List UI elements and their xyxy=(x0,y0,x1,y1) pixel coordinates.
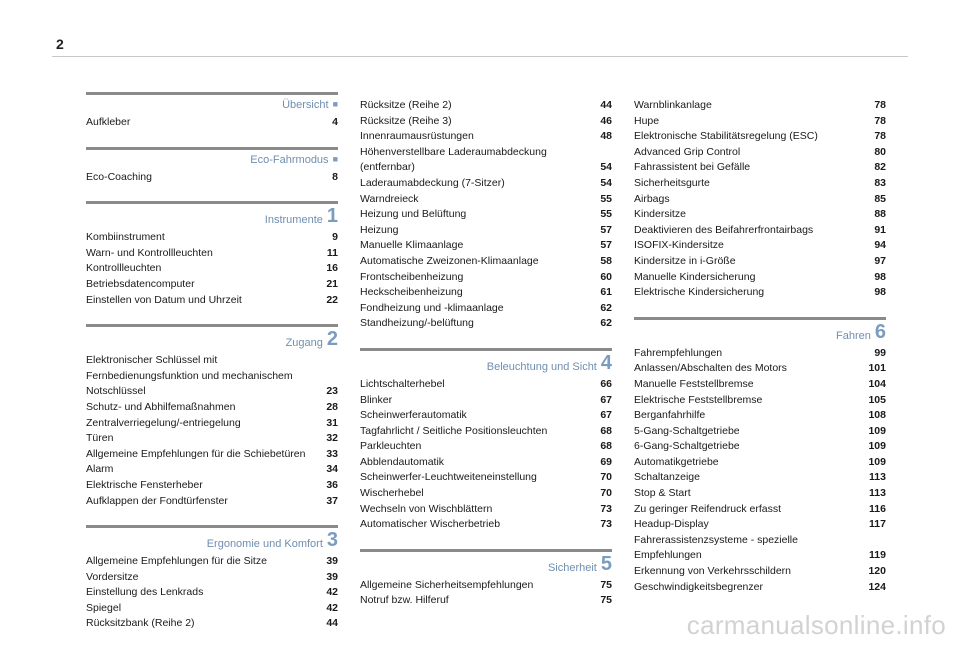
toc-entry[interactable] xyxy=(360,301,612,317)
section-number: 3 xyxy=(326,529,338,552)
toc-entry[interactable] xyxy=(634,486,886,502)
toc-entry-page: 101 xyxy=(868,362,886,375)
toc-entry-list xyxy=(360,578,612,609)
toc-entry[interactable] xyxy=(360,470,612,486)
toc-entry[interactable] xyxy=(86,554,338,570)
toc-entry-page: 62 xyxy=(600,317,612,330)
toc-entry[interactable] xyxy=(86,601,338,617)
toc-entry[interactable] xyxy=(634,160,886,176)
toc-entry-label: Heizung xyxy=(360,223,399,236)
toc-entry-page: 48 xyxy=(600,130,612,143)
toc-entry-page: 57 xyxy=(600,223,612,236)
watermark: carmanualsonline.info xyxy=(686,610,946,640)
toc-entry-label: Heizung und Belüftung xyxy=(360,208,467,221)
toc-entry-page: 55 xyxy=(600,192,612,205)
toc-entry-page: 69 xyxy=(600,455,612,468)
toc-entry-label: Automatische Zweizonen-Klimaanlage xyxy=(360,254,539,267)
section-header xyxy=(86,147,338,166)
toc-entry-page: 33 xyxy=(326,447,338,460)
toc-entry[interactable] xyxy=(634,470,886,486)
toc-entry-label: ISOFIX-Kindersitze xyxy=(634,239,724,252)
toc-entry-label: Allgemeine Empfehlungen für die Sitze xyxy=(86,555,267,568)
toc-entry[interactable] xyxy=(86,585,338,601)
toc-entry[interactable] xyxy=(634,533,886,564)
toc-entry-page: 104 xyxy=(868,377,886,390)
toc-entry-page: 70 xyxy=(600,487,612,500)
toc-entry-label: Aufkleber xyxy=(86,116,131,128)
toc-entry[interactable] xyxy=(86,293,338,309)
section-square-icon: ■ xyxy=(332,153,338,164)
toc-entry[interactable] xyxy=(360,593,612,609)
toc-entry-page: 55 xyxy=(600,208,612,221)
toc-entry-page: 75 xyxy=(600,578,612,591)
toc-entry[interactable] xyxy=(86,616,338,632)
toc-entry-page: 61 xyxy=(600,286,612,299)
toc-entry-page: 80 xyxy=(874,145,886,158)
toc-entry-label: Zentralverriegelung/-entriegelung xyxy=(86,416,241,429)
toc-section xyxy=(86,201,338,308)
toc-entry[interactable] xyxy=(360,207,612,223)
toc-entry-page: 70 xyxy=(600,471,612,484)
toc-entry-page: 66 xyxy=(600,377,612,390)
toc-entry-label: Alarm xyxy=(86,463,114,476)
toc-entry-label: Fahrerassistenzsysteme - spezielle Empfehlungen xyxy=(634,533,798,562)
toc-entry-label: Warnblinkanlage xyxy=(634,99,712,111)
toc-entry[interactable] xyxy=(360,517,612,533)
toc-entry[interactable] xyxy=(86,353,338,400)
toc-entry-page: 62 xyxy=(600,301,612,314)
toc-entry-page: 39 xyxy=(326,570,338,583)
toc-entry-list xyxy=(86,353,338,509)
toc-entry-page: 42 xyxy=(326,601,338,614)
toc-entry-page: 9 xyxy=(332,231,338,244)
toc-entry-label: Türen xyxy=(86,432,114,445)
section-title: Zugang xyxy=(285,337,323,350)
toc-entry-label: Laderaumabdeckung (7-Sitzer) xyxy=(360,176,505,189)
toc-entry-page: 109 xyxy=(868,455,886,468)
toc-entry-page: 39 xyxy=(326,555,338,568)
section-header xyxy=(86,324,338,349)
section-title: Fahren xyxy=(836,329,871,342)
toc-entry[interactable] xyxy=(360,486,612,502)
toc-entry-page: 105 xyxy=(868,393,886,406)
toc-entry[interactable] xyxy=(86,447,338,463)
toc-entry[interactable] xyxy=(360,408,612,424)
toc-section xyxy=(86,92,338,131)
toc-entry[interactable] xyxy=(360,145,612,176)
toc-entry-page: 82 xyxy=(874,161,886,174)
toc-entry-page: 67 xyxy=(600,393,612,406)
toc-entry-label: Automatikgetriebe xyxy=(634,455,719,468)
toc-entry-page: 120 xyxy=(868,565,886,578)
section-title: Ergonomie und Komfort xyxy=(206,538,323,551)
toc-entry-page: 31 xyxy=(326,416,338,429)
toc-entry-label: Schaltanzeige xyxy=(634,471,700,484)
toc-entry[interactable] xyxy=(634,238,886,254)
toc-entry-label: 6-Gang-Schaltgetriebe xyxy=(634,440,740,453)
toc-entry-label: Kindersitze in i-Größe xyxy=(634,254,736,267)
toc-entry-label: Eco-Coaching xyxy=(86,170,152,183)
toc-entry-page: 88 xyxy=(874,208,886,221)
toc-entry-page: 98 xyxy=(874,286,886,299)
toc-entry-label: Einstellung des Lenkrads xyxy=(86,586,204,599)
toc-entry-page: 37 xyxy=(326,494,338,507)
toc-entry[interactable] xyxy=(86,230,338,246)
toc-section xyxy=(360,98,612,332)
toc-section xyxy=(360,348,612,533)
toc-entry-page: 83 xyxy=(874,176,886,189)
toc-entry-label: Allgemeine Empfehlungen für die Schiebetüren xyxy=(86,447,306,460)
toc-entry[interactable] xyxy=(360,316,612,332)
toc-entry-label: Notruf bzw. Hilferuf xyxy=(360,594,449,607)
toc-entry-page: 73 xyxy=(600,502,612,515)
toc-entry[interactable] xyxy=(86,400,338,416)
toc-entry-page: 113 xyxy=(869,471,886,484)
section-header xyxy=(360,348,612,373)
toc-entry-page: 44 xyxy=(326,617,338,630)
toc-entry-page: 78 xyxy=(874,99,886,111)
toc-entry-label: Vordersitze xyxy=(86,570,139,583)
toc-entry-label: Lichtschalterhebel xyxy=(360,377,445,390)
toc-entry[interactable] xyxy=(86,261,338,277)
toc-entry-label: Innenraumausrüstungen xyxy=(360,130,474,143)
toc-entry[interactable] xyxy=(360,114,612,130)
toc-entry-label: Elektrische Kindersicherung xyxy=(634,286,765,299)
toc-entry[interactable] xyxy=(86,277,338,293)
toc-entry[interactable] xyxy=(360,129,612,145)
toc-entry-label: Rücksitze (Reihe 3) xyxy=(360,114,452,127)
toc-entry-list xyxy=(86,230,338,308)
toc-entry-page: 99 xyxy=(874,346,886,359)
section-title: Sicherheit xyxy=(547,561,597,574)
toc-entry-list xyxy=(634,346,886,596)
toc-entry-label: Elektrische Feststellbremse xyxy=(634,393,763,406)
section-header xyxy=(360,549,612,574)
toc-entry-label: Fahrempfehlungen xyxy=(634,346,723,359)
toc-entry-page: 78 xyxy=(874,130,886,143)
toc-entry[interactable] xyxy=(360,192,612,208)
section-number: 6 xyxy=(874,320,886,343)
toc-entry-label: Warndreieck xyxy=(360,192,419,205)
toc-entry-page: 68 xyxy=(600,424,612,437)
toc-entry-page: 58 xyxy=(600,254,612,267)
toc-entry-label: Betriebsdatencomputer xyxy=(86,277,195,290)
section-square-icon: ■ xyxy=(332,99,338,109)
section-number: 1 xyxy=(326,205,338,228)
toc-entry[interactable] xyxy=(360,393,612,409)
toc-entry[interactable] xyxy=(360,238,612,254)
toc-section xyxy=(86,525,338,632)
toc-entry-page: 108 xyxy=(868,409,886,422)
toc-entry-label: Hupe xyxy=(634,114,660,127)
section-title: Beleuchtung und Sicht xyxy=(486,360,597,373)
toc-entry[interactable] xyxy=(634,285,886,301)
toc-entry-page: 4 xyxy=(332,116,338,128)
toc-entry-page: 109 xyxy=(868,424,886,437)
toc-entry[interactable] xyxy=(634,424,886,440)
toc-section xyxy=(86,324,338,509)
section-header xyxy=(86,525,338,550)
toc-entry-label: Manuelle Kindersicherung xyxy=(634,270,756,283)
toc-entry-list xyxy=(360,377,612,533)
toc-entry[interactable] xyxy=(634,455,886,471)
toc-entry[interactable] xyxy=(634,145,886,161)
toc-entry-page: 22 xyxy=(326,293,338,306)
toc-entry-label: Frontscheibenheizung xyxy=(360,270,464,283)
toc-entry[interactable] xyxy=(86,494,338,510)
toc-entry[interactable] xyxy=(360,424,612,440)
toc-entry[interactable] xyxy=(634,98,886,114)
toc-entry-page: 34 xyxy=(326,463,338,476)
toc-entry[interactable] xyxy=(634,377,886,393)
toc-entry[interactable] xyxy=(634,517,886,533)
toc-entry-label: Spiegel xyxy=(86,601,122,614)
toc-entry-label: Manuelle Klimaanlage xyxy=(360,239,464,252)
page-number: 2 xyxy=(56,36,64,52)
toc-entry-label: Wechseln von Wischblättern xyxy=(360,502,493,515)
section-header xyxy=(86,201,338,226)
toc-entry-page: 54 xyxy=(600,176,612,189)
toc-entry-label: Schutz- und Abhilfemaßnahmen xyxy=(86,400,236,413)
toc-entry[interactable] xyxy=(86,462,338,478)
toc-entry-page: 119 xyxy=(869,549,886,562)
toc-entry[interactable] xyxy=(634,270,886,286)
toc-entry-label: Advanced Grip Control xyxy=(634,145,741,158)
toc-entry-page: 117 xyxy=(869,518,886,531)
toc-entry[interactable] xyxy=(360,223,612,239)
toc-entry-page: 91 xyxy=(874,223,886,236)
toc-entry[interactable] xyxy=(86,246,338,262)
toc-entry-label: Abblendautomatik xyxy=(360,455,445,468)
toc-entry-label: Aufklappen der Fondtürfenster xyxy=(86,494,228,507)
toc-entry-page: 46 xyxy=(600,114,612,127)
toc-entry-label: Blinker xyxy=(360,393,393,406)
toc-entry-label: Headup-Display xyxy=(634,518,709,531)
toc-entry-page: 116 xyxy=(869,502,886,515)
toc-entry-page: 60 xyxy=(600,270,612,283)
toc-entry[interactable] xyxy=(360,377,612,393)
toc-entry[interactable] xyxy=(360,439,612,455)
toc-entry-page: 78 xyxy=(874,114,886,127)
toc-entry[interactable] xyxy=(86,478,338,494)
toc-entry-list xyxy=(634,98,886,301)
toc-entry[interactable] xyxy=(86,431,338,447)
toc-column-2 xyxy=(360,92,612,625)
toc-entry-page: 94 xyxy=(874,239,886,252)
toc-entry-page: 16 xyxy=(326,262,338,275)
toc-entry-page: 23 xyxy=(326,385,338,398)
section-header xyxy=(634,317,886,342)
toc-entry[interactable] xyxy=(634,254,886,270)
toc-entry[interactable] xyxy=(360,455,612,471)
toc-entry-page: 85 xyxy=(874,192,886,205)
toc-entry-page: 21 xyxy=(326,277,338,290)
toc-entry-label: Berganfahrhilfe xyxy=(634,409,706,422)
toc-column-3 xyxy=(634,92,886,611)
toc-entry-label: Scheinwerfer-Leuchtweiteneinstellung xyxy=(360,471,537,484)
toc-entry[interactable] xyxy=(360,176,612,192)
toc-entry-label: Zu geringer Reifendruck erfasst xyxy=(634,502,782,515)
section-title: Instrumente xyxy=(264,214,323,227)
top-rule xyxy=(52,56,908,57)
toc-entry-label: Kombiinstrument xyxy=(86,231,165,244)
toc-entry[interactable] xyxy=(360,254,612,270)
toc-entry-label: Geschwindigkeitsbegrenzer xyxy=(634,580,763,593)
toc-entry-label: Rücksitze (Reihe 2) xyxy=(360,99,452,111)
toc-entry-label: Fondheizung und -klimaanlage xyxy=(360,301,504,314)
toc-entry-page: 68 xyxy=(600,440,612,453)
toc-entry[interactable] xyxy=(86,416,338,432)
toc-entry-page: 42 xyxy=(326,586,338,599)
toc-entry-label: Elektronische Stabilitätsregelung (ESC) xyxy=(634,130,818,143)
toc-entry[interactable] xyxy=(634,439,886,455)
toc-section xyxy=(86,147,338,186)
toc-entry[interactable] xyxy=(360,270,612,286)
toc-entry-label: Kontrollleuchten xyxy=(86,262,162,275)
toc-entry[interactable] xyxy=(634,129,886,145)
toc-entry-page: 54 xyxy=(600,161,612,174)
toc-entry-label: Warn- und Kontrollleuchten xyxy=(86,246,213,259)
toc-entry-page: 113 xyxy=(869,487,886,500)
toc-entry-label: Deaktivieren des Beifahrerfrontairbags xyxy=(634,223,814,236)
toc-entry-label: Scheinwerferautomatik xyxy=(360,409,467,422)
toc-entry-page: 36 xyxy=(326,478,338,491)
toc-entry[interactable] xyxy=(360,285,612,301)
toc-entry[interactable] xyxy=(86,115,338,131)
toc-entry-list xyxy=(86,554,338,632)
toc-entry[interactable] xyxy=(634,176,886,192)
toc-entry[interactable] xyxy=(360,98,612,114)
toc-entry-page: 32 xyxy=(326,432,338,445)
toc-entry-label: Höhenverstellbare Laderaumabdeckung (entfernbar) xyxy=(360,145,547,174)
toc-entry-page: 98 xyxy=(874,270,886,283)
toc-entry-label: Parkleuchten xyxy=(360,440,422,453)
toc-entry[interactable] xyxy=(634,393,886,409)
toc-entry-page: 73 xyxy=(600,518,612,531)
section-number: 2 xyxy=(326,328,338,351)
toc-entry[interactable] xyxy=(360,502,612,518)
toc-entry-page: 57 xyxy=(600,239,612,252)
toc-entry-label: Kindersitze xyxy=(634,208,686,221)
toc-entry-label: Fahrassistent bei Gefälle xyxy=(634,161,751,174)
toc-entry[interactable] xyxy=(634,502,886,518)
toc-entry-label: Rücksitzbank (Reihe 2) xyxy=(86,617,195,630)
toc-entry[interactable] xyxy=(634,223,886,239)
section-header xyxy=(86,92,338,111)
toc-entry-label: Manuelle Feststellbremse xyxy=(634,377,754,390)
toc-entry-label: Anlassen/Abschalten des Motors xyxy=(634,362,787,375)
toc-entry-label: Automatischer Wischerbetrieb xyxy=(360,518,501,531)
toc-entry-page: 11 xyxy=(326,246,338,259)
toc-entry[interactable] xyxy=(634,207,886,223)
toc-entry[interactable] xyxy=(634,361,886,377)
toc-entry[interactable] xyxy=(86,170,338,186)
toc-entry-label: Heckscheibenheizung xyxy=(360,286,463,299)
toc-entry-label: Einstellen von Datum und Uhrzeit xyxy=(86,293,242,306)
toc-section xyxy=(634,317,886,596)
section-title: Eco-Fahrmodus xyxy=(250,153,329,166)
toc-entry-label: Tagfahrlicht / Seitliche Positionsleuchten xyxy=(360,424,548,437)
toc-entry-label: Stop & Start xyxy=(634,487,691,500)
toc-entry-label: Standheizung/-belüftung xyxy=(360,317,474,330)
toc-entry-label: Sicherheitsgurte xyxy=(634,176,710,189)
toc-section xyxy=(634,98,886,301)
toc-entry-label: 5-Gang-Schaltgetriebe xyxy=(634,424,740,437)
toc-entry-label: Wischerhebel xyxy=(360,487,424,500)
toc-entry[interactable] xyxy=(634,192,886,208)
section-number: 5 xyxy=(600,552,612,575)
toc-entry[interactable] xyxy=(634,114,886,130)
toc-entry-list xyxy=(86,115,338,131)
toc-entry-page: 75 xyxy=(600,594,612,607)
toc-entry[interactable] xyxy=(634,580,886,596)
toc-entry-page: 109 xyxy=(868,440,886,453)
toc-section xyxy=(360,549,612,609)
toc-entry-page: 67 xyxy=(600,409,612,422)
toc-entry[interactable] xyxy=(634,564,886,580)
toc-entry-label: Elektronischer Schlüssel mit Fernbedienungsfunktion und mechanischem Notschlüssel xyxy=(86,354,293,398)
toc-entry-page: 8 xyxy=(332,170,338,183)
toc-entry-label: Airbags xyxy=(634,192,670,205)
toc-entry-list xyxy=(360,98,612,332)
toc-entry-label: Allgemeine Sicherheitsempfehlungen xyxy=(360,578,534,591)
toc-entry[interactable] xyxy=(634,346,886,362)
toc-entry-label: Elektrische Fensterheber xyxy=(86,478,203,491)
section-title: Übersicht xyxy=(282,99,329,111)
toc-entry[interactable] xyxy=(634,408,886,424)
toc-entry-page: 97 xyxy=(874,254,886,267)
toc-entry-page: 124 xyxy=(868,580,886,593)
toc-entry-list xyxy=(86,170,338,186)
toc-entry-page: 44 xyxy=(600,99,612,111)
toc-entry[interactable] xyxy=(360,578,612,594)
section-number: 4 xyxy=(600,351,612,374)
toc-entry[interactable] xyxy=(86,570,338,586)
toc-column-1 xyxy=(86,92,338,648)
toc-entry-page: 28 xyxy=(326,400,338,413)
toc-entry-label: Erkennung von Verkehrsschildern xyxy=(634,565,792,578)
